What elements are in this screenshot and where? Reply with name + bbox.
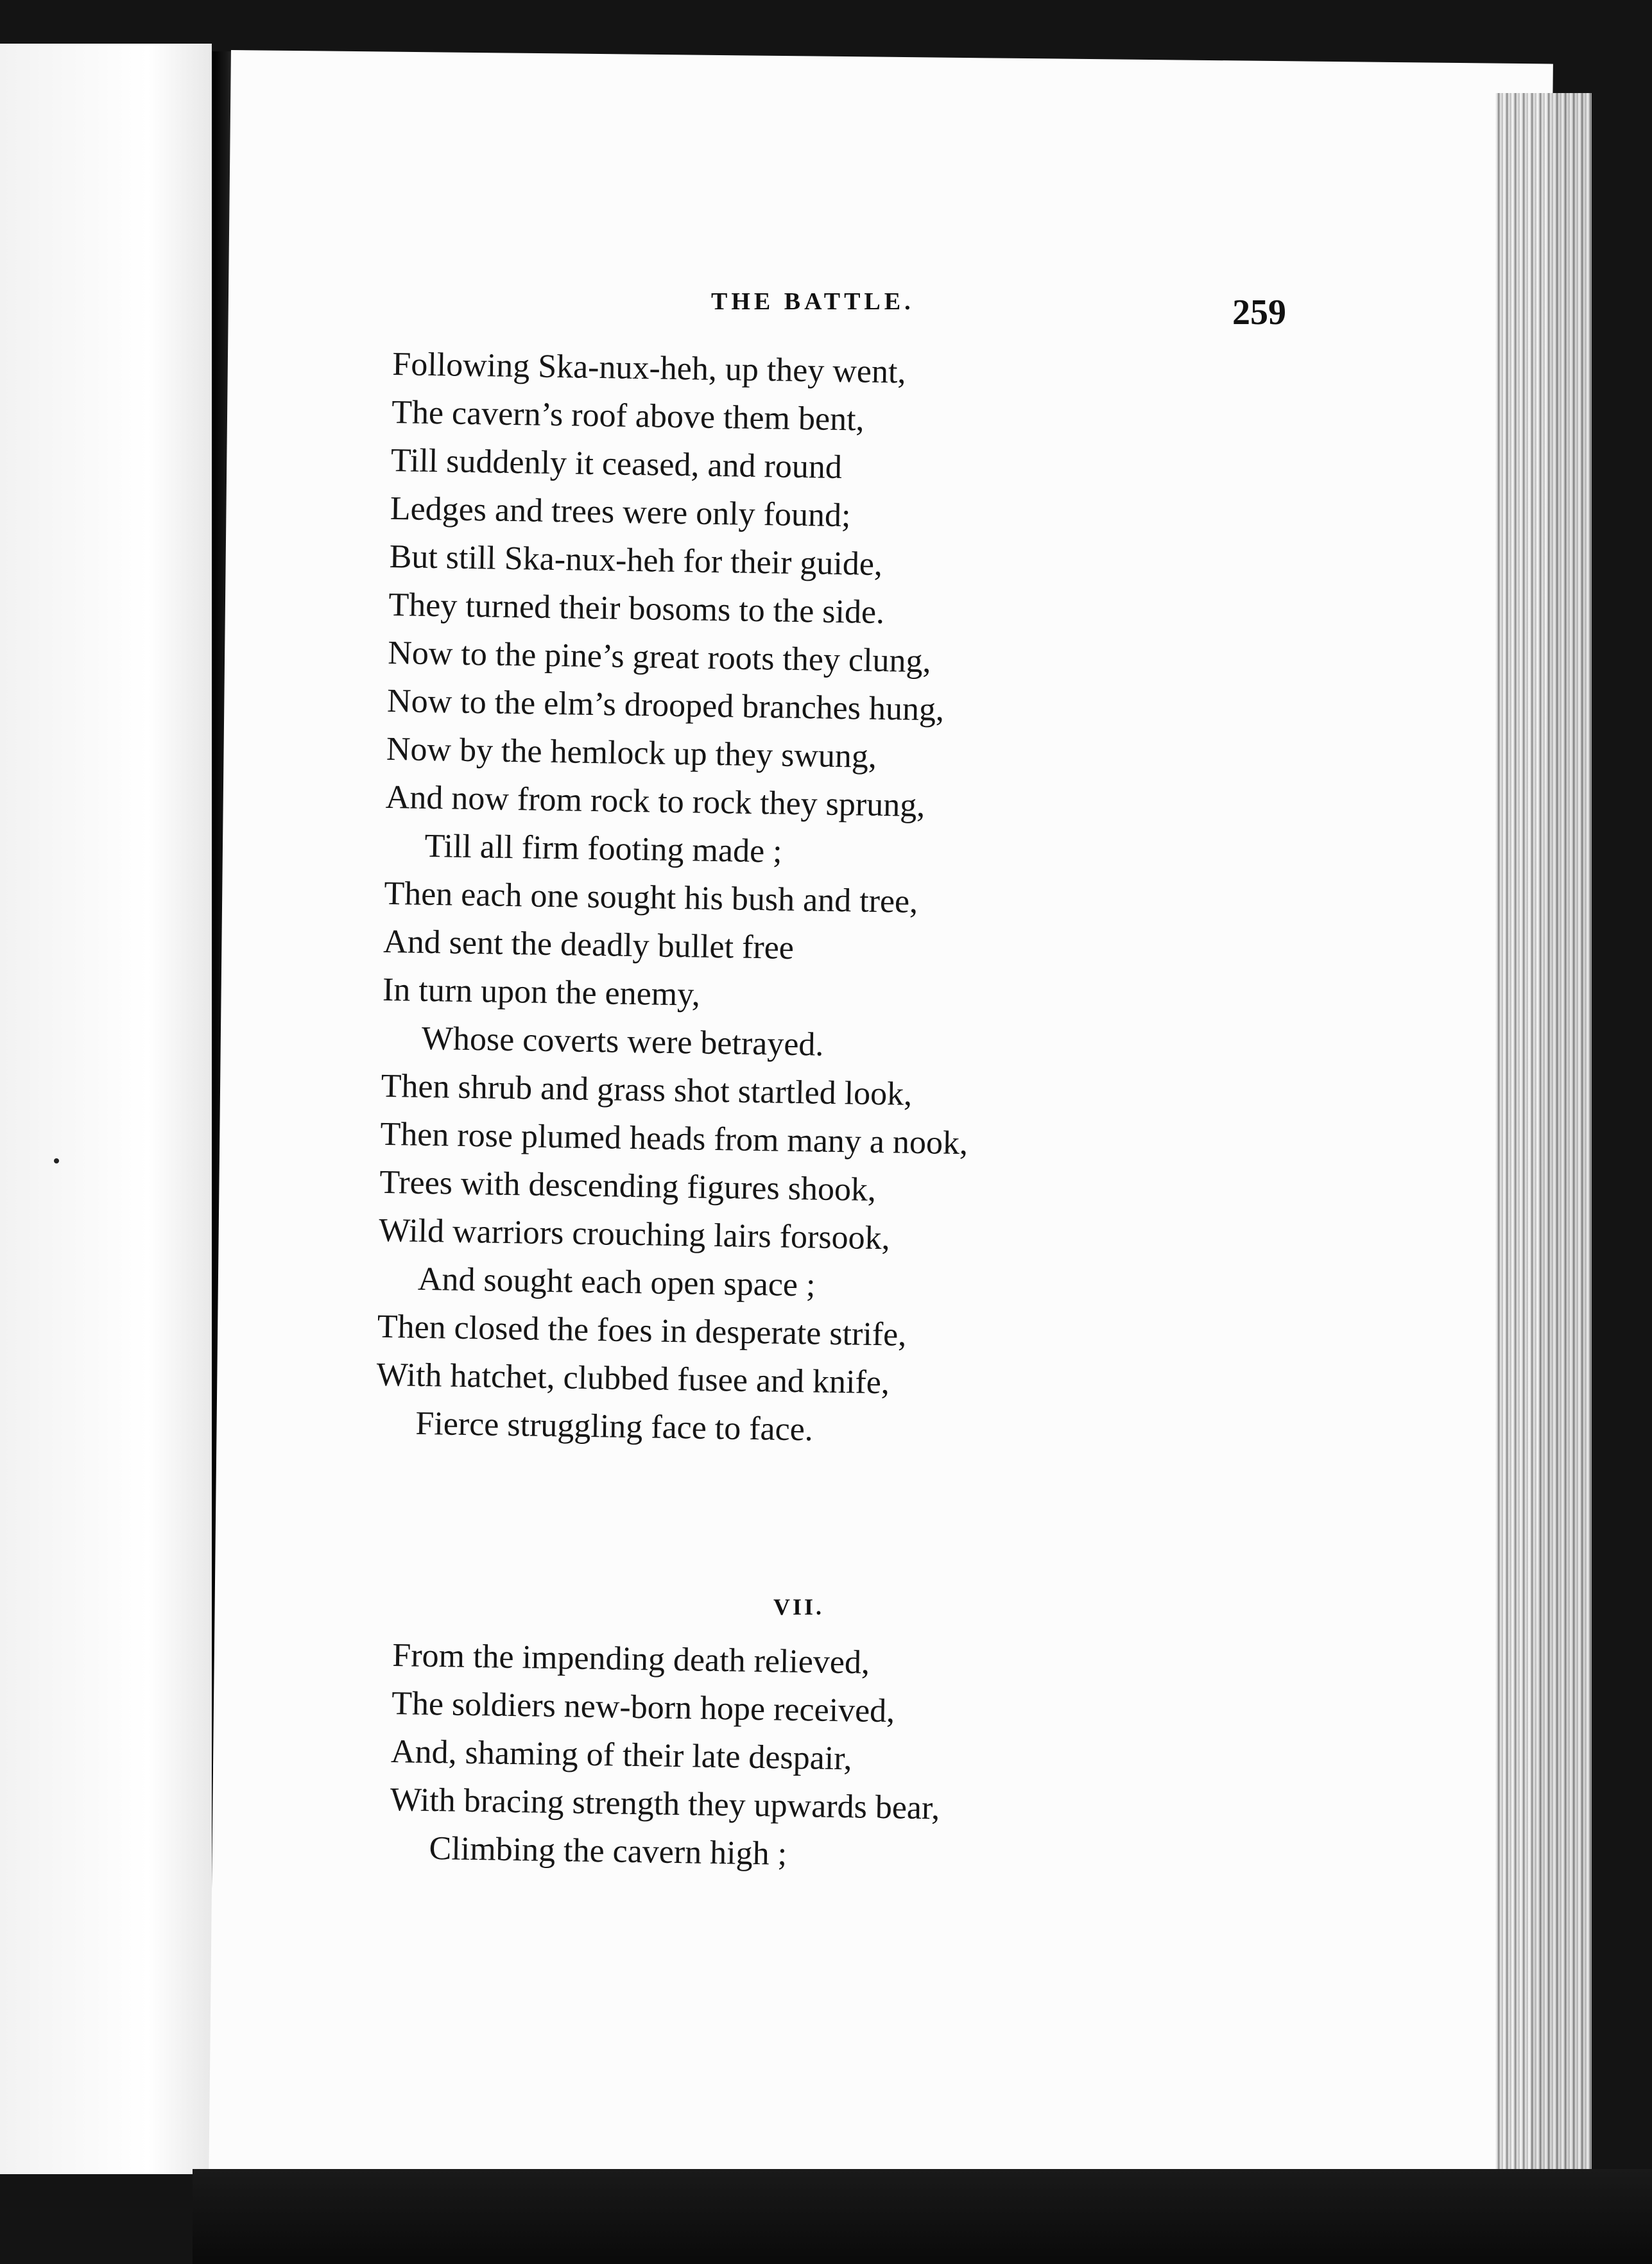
poem-line: Then shrub and grass shot startled look,	[381, 1067, 913, 1113]
poem-line: With bracing strength they upwards bear,	[390, 1781, 940, 1827]
poem-line: Then each one sought his bush and tree,	[384, 875, 918, 920]
poem-line: Now by the hemlock up they swung,	[386, 730, 877, 775]
poem-line: Following Ska-nux-heh, up they went,	[391, 345, 906, 391]
poem-line: In turn upon the enemy,	[382, 971, 701, 1013]
poem-line: Wild warriors crouching lairs forsook,	[378, 1212, 891, 1257]
poem-line: Then closed the foes in desperate strife,	[377, 1308, 907, 1353]
poem-line: Climbing the cavern high ;	[429, 1830, 787, 1873]
poem-line: Ledges and trees were only found;	[390, 490, 851, 535]
poem-line: Trees with descending figures shook,	[379, 1163, 877, 1208]
poem-line: They turned their bosoms to the side.	[388, 586, 885, 631]
poem-line: Fierce struggling face to face.	[415, 1405, 814, 1448]
poem-line: And, shaming of their late despair,	[390, 1733, 852, 1778]
poem-line: From the impending death relieved,	[391, 1636, 870, 1681]
poem-stanza-vii	[389, 1631, 1355, 1887]
poem-line: Then rose plumed heads from many a nook,	[380, 1115, 968, 1162]
poem-line: Now to the pine’s great roots they clung,	[387, 634, 931, 680]
bottom-shadow	[193, 2169, 1652, 2264]
ink-speck	[54, 1158, 59, 1163]
poem-line: With hatchet, clubbed fusee and knife,	[376, 1356, 890, 1402]
poem-stanza-main	[375, 340, 1355, 1462]
poem-line: Till suddenly it ceased, and round	[390, 442, 843, 486]
poem-line: The cavern’s roof above them bent,	[391, 393, 865, 438]
page-fore-edge	[1495, 93, 1592, 2179]
running-head: THE BATTLE.	[711, 288, 915, 315]
page-number: 259	[1232, 293, 1286, 332]
poem-line: And sought each open space ;	[417, 1260, 816, 1304]
poem-line: Whose coverts were betrayed.	[421, 1020, 824, 1063]
section-numeral: VII.	[773, 1594, 825, 1620]
poem-line: Now to the elm’s drooped branches hung,	[386, 682, 945, 728]
poem-line: Till all firm footing made ;	[424, 827, 783, 870]
poem-line: But still Ska-nux-heh for their guide,	[389, 538, 883, 583]
left-page-edge	[0, 44, 212, 2174]
poem-line: And sent the deadly bullet free	[383, 923, 795, 966]
poem-line: And now from rock to rock they sprung,	[385, 778, 925, 825]
poem-line: The soldiers new-born hope received,	[391, 1685, 895, 1730]
